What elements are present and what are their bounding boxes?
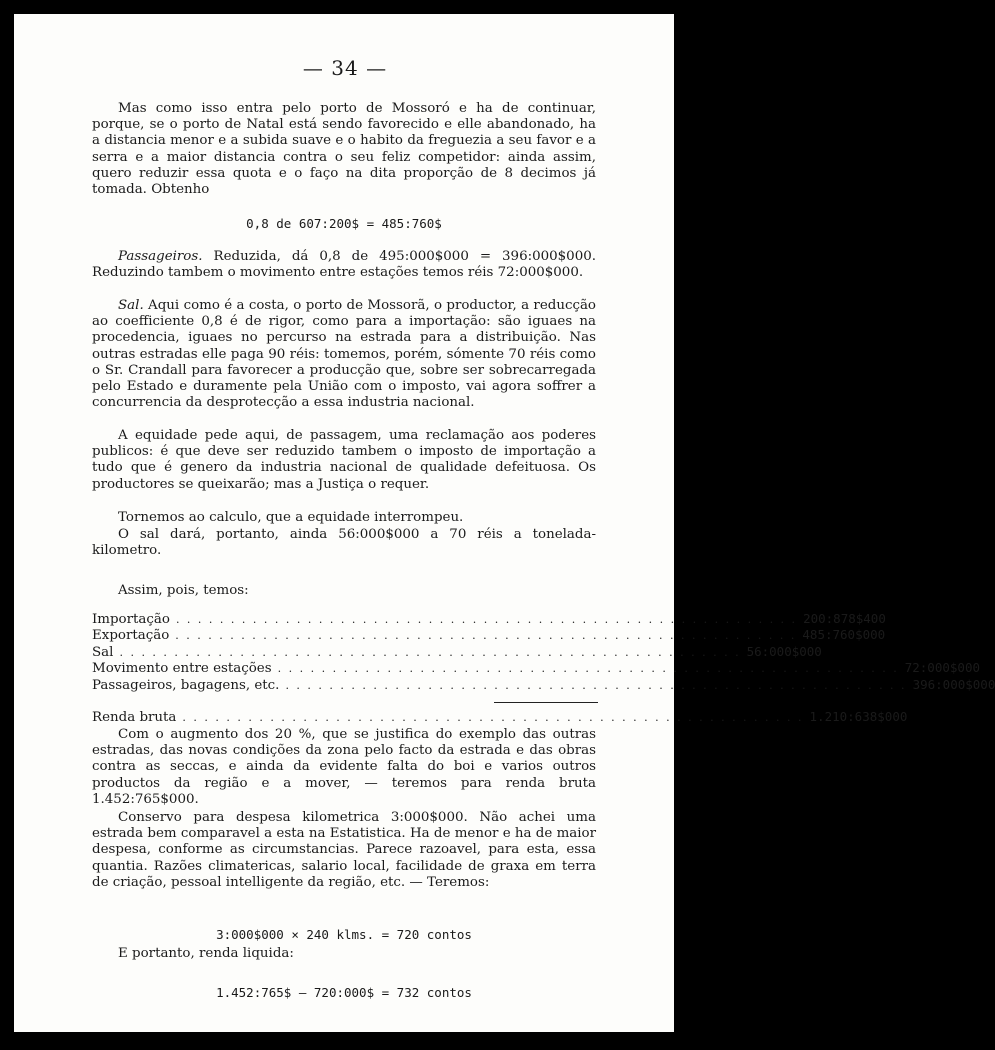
portanto-text: E portanto, renda liquida: bbox=[118, 946, 294, 961]
equation-despesa-text: 3:000$000 × 240 klms. = 720 contos bbox=[216, 927, 472, 942]
leader-dots: . . . . . . . . . . . . . . . . . . . . . . . . . . . . . . . . . . . . . . . . . . . . . . . . . . . . . . . . . bbox=[175, 613, 798, 626]
row-label: Exportação bbox=[92, 628, 170, 644]
total-value: 1.210:638$000 bbox=[809, 709, 908, 724]
paragraph-passageiros bbox=[92, 249, 596, 281]
equation-exportacao-text: 0,8 de 607:200$ = 485:760$ bbox=[246, 216, 442, 231]
sal-body: Aqui como é a costa, o porto de Mossorã, o productor, a reducção ao coefficiente 0,8 é de rigor, como para a importação: são iguaes na procedencia, iguaes no percurso na estrada para a distribuição. Nas outras estradas elle paga 90 réis: tomemos, porém, sómente 70 réis como o Sr. Crandall para favorecer a producção que, sobre ser sobrecarregada pelo Estado e duramente pela União com o imposto, vai agora soffrer a concurrencia da desprotecção a essa industria nacional. bbox=[92, 298, 596, 411]
passageiros-label: Passageiros. bbox=[118, 249, 203, 264]
table-row bbox=[92, 660, 980, 677]
row-value: 72:000$000 bbox=[904, 660, 980, 676]
paragraph-mossoro bbox=[92, 101, 596, 198]
table-row bbox=[92, 676, 995, 693]
leader-dots: . . . . . . . . . . . . . . . . . . . . . . . . . . . . . . . . . . . . . . . . . . . . . . . . . . . . . . . . . bbox=[285, 678, 907, 692]
paragraph-sal-dara-text: O sal dará, portanto, ainda 56:000$000 a 70 réis a tonelada-kilometro. bbox=[92, 527, 596, 559]
table-row bbox=[92, 627, 886, 644]
paragraph-mossoro-text: Mas como isso entra pelo porto de Mossoró e ha de continuar, porque, se o porto de Natal está sendo favorecido e elle abandonado, ha a distancia menor e a subida suave e o habito da freguezia a seu favor e a serra e a maior distancia contra o seu feliz competidor: ainda assim, quero reduzir essa quota e o faço na dita proporção de 8 decimos já tomada. Obtenho bbox=[92, 101, 596, 198]
assim-text: Assim, pois, temos: bbox=[118, 583, 249, 598]
portanto-line bbox=[92, 946, 596, 962]
paragraph-sal-dara bbox=[92, 527, 596, 559]
equation-renda-liquida-text: 1.452:765$ — 720:000$ = 732 contos bbox=[216, 985, 472, 1000]
leader-dots: . . . . . . . . . . . . . . . . . . . . . . . . . . . . . . . . . . . . . . . . . . . . . . . . . . . . . . . . . bbox=[175, 629, 797, 643]
sum-rule bbox=[494, 702, 598, 703]
revenue-table bbox=[92, 611, 995, 693]
row-value: 396:000$000 bbox=[912, 676, 995, 692]
row-value: 485:760$000 bbox=[802, 627, 886, 643]
total-label: Renda bruta bbox=[92, 710, 177, 725]
leader-dots: . . . . . . . . . . . . . . . . . . . . . . . . . . . . . . . . . . . . . . . . . . . . . . . . . . . . . . . . . bbox=[119, 645, 741, 659]
page-number: — 34 — bbox=[302, 56, 388, 80]
row-label: Movimento entre estações bbox=[92, 661, 272, 677]
row-value: 56:000$000 bbox=[746, 643, 822, 659]
paragraph-conservo-text: Conservo para despesa kilometrica 3:000$000. Não achei uma estrada bem comparavel a esta na Estatistica. Ha de menor e ha de maior despesa, conforme as circumstancias. Parece razoavel, para esta, essa quantia. Razões climatericas, salario local, facilidade de graxa em terra de criação, pessoal intelligente da região, etc. — Teremos: bbox=[92, 810, 596, 890]
leader-dots: . . . . . . . . . . . . . . . . . . . . . . . . . . . . . . . . . . . . . . . . . . . . . . . . . . . . . . . . . bbox=[182, 711, 804, 724]
table-row bbox=[92, 643, 822, 660]
paragraph-sal-text bbox=[92, 298, 596, 411]
equation-renda-liquida bbox=[92, 985, 596, 1001]
assim-line bbox=[92, 583, 596, 599]
equation-despesa bbox=[92, 927, 596, 943]
paragraph-tornemos bbox=[92, 510, 596, 526]
renda-bruta-line bbox=[92, 709, 908, 725]
leader-dots: . . . . . . . . . . . . . . . . . . . . . . . . . . . . . . . . . . . . . . . . . . . . . . . . . . . . . . . . . bbox=[277, 662, 899, 676]
equation-exportacao bbox=[92, 216, 596, 232]
row-label: Passageiros, bagagens, etc. bbox=[92, 677, 280, 693]
paragraph-sal bbox=[92, 298, 596, 411]
row-label: Importação bbox=[92, 612, 170, 627]
paragraph-equidade bbox=[92, 428, 596, 493]
total-row bbox=[92, 709, 908, 725]
sal-label: Sal. bbox=[118, 298, 144, 313]
table-row bbox=[92, 611, 886, 627]
paragraph-augmento-text: Com o augmento dos 20 %, que se justifica do exemplo das outras estradas, das novas condições da zona pelo facto da estrada e das obras contra as seccas, e ainda da evidente falta do boi e varios outros productos da região e a mover, — teremos para renda bruta 1.452:765$000. bbox=[92, 727, 596, 807]
paragraph-passageiros-text bbox=[92, 249, 596, 281]
paragraph-tornemos-text: Tornemos ao calculo, que a equidade interrompeu. bbox=[118, 510, 464, 525]
row-label: Sal bbox=[92, 644, 114, 660]
paragraph-conservo bbox=[92, 810, 596, 891]
row-value: 200:878$400 bbox=[803, 611, 886, 626]
passageiros-body: Reduzida, dá 0,8 de 495:000$000 = 396:000$000. Reduzindo tambem o movimento entre estações temos réis 72:000$000. bbox=[92, 249, 596, 281]
paragraph-equidade-text: A equidade pede aqui, de passagem, uma reclamação aos poderes publicos: é que deve ser reduzido tambem o imposto de importação a tudo que é genero da industria nacional de qualidade defeituosa. Os productores se queixarão; mas a Justiça o requer. bbox=[92, 428, 596, 492]
paragraph-augmento bbox=[92, 727, 596, 808]
